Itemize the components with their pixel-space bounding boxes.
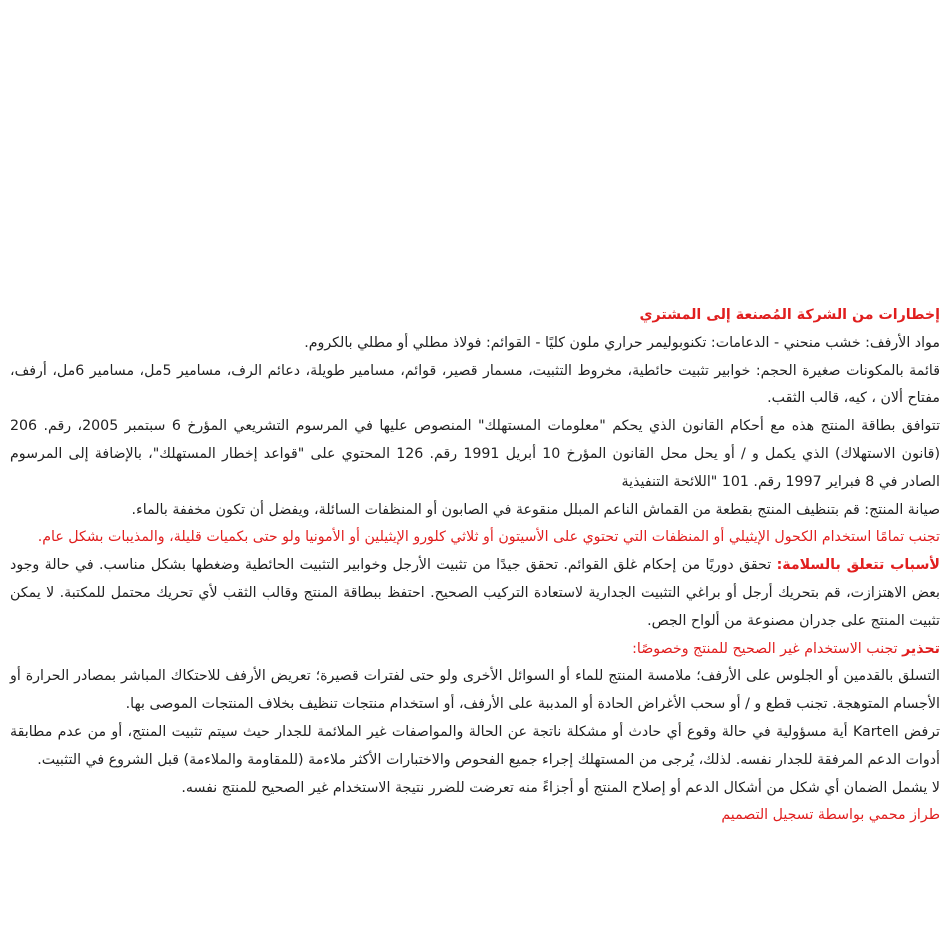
liability-paragraph: ترفض Kartell أية مسؤولية في حالة وقوع أي حادث أو مشكلة ناتجة عن الحالة والمواصفات غير الملائمة للجدار حيث سيتم تثبيت المنتج، أو من عدم مطابقة أدوات الدعم المرفقة للجدار نفسه. لذلك، يُرجى من المستهلك إجراء جميع الفحوص والاختبارات الأكثر ملاءمة (للمقاومة والملاءمة) قبل الشروع في التثبيت. — [10, 723, 940, 768]
solvent-warning-paragraph: تجنب تمامًا استخدام الكحول الإيثيلي أو المنظفات التي تحتوي على الأسيتون أو ثلاثي كلورو الإيثيلين أو الأمونيا ولو حتى بكميات قليلة، والمذيبات بشكل عام. — [37, 529, 940, 546]
misuse-label: تحذير — [902, 640, 940, 657]
compliance-paragraph: تتوافق بطاقة المنتج هذه مع أحكام القانون الذي يحكم "معلومات المستهلك" المنصوص عليها في المرسوم التشريعي المؤرخ 6 سبتمبر 2005، رقم. 206 (قانون الاستهلاك) الذي يكمل و / أو يحل محل القانون المؤرخ 10 أبريل 1991 رقم. 126 المحتوي على "قواعد إخطار المستهلك"، بالإضافة إلى المرسوم الصادر في 8 فبراير 1997 رقم. 101 "اللائحة التنفيذية — [10, 418, 941, 490]
warranty-paragraph: لا يشمل الضمان أي شكل من أشكال الدعم أو إصلاح المنتج أو أجزاءً منه تعرضت للضرر نتيجة الاستخدام غير الصحيح للمنتج نفسه. — [181, 779, 940, 796]
maintenance-paragraph: صيانة المنتج: قم بتنظيف المنتج بقطعة من القماش الناعم المبلل منقوعة في الصابون أو المنظفات السائلة، ويفضل أن تكون مخففة بالماء. — [131, 501, 940, 518]
small-parts-paragraph: قائمة بالمكونات صغيرة الحجم: خوابير تثبيت حائطية، مخروط التثبيت، مسمار قصير، قوائم، مسامير طويلة، دعائم الرف، مسامير 5مل، مسامير 6مل، أرفف، مفتاح ألان ، كيه، قالب الثقب. — [10, 362, 940, 407]
document-heading: إخطارات من الشركة المُصنعة إلى المشتري — [639, 307, 940, 323]
misuse-paragraph — [10, 636, 940, 664]
design-note: طراز محمي بواسطة تسجيل التصميم — [721, 807, 940, 824]
safety-label: لأسباب تتعلق بالسلامة: — [776, 557, 940, 574]
materials-paragraph: مواد الأرفف: خشب منحني - الدعامات: تكنوبوليمر حراري ملون كليًا - القوائم: فولاذ مطلي أو مطلي بالكروم. — [304, 334, 940, 351]
misuse-text: تجنب الاستخدام غير الصحيح للمنتج وخصوصًا: — [632, 640, 903, 657]
safety-text: تحقق دوريًا من إحكام غلق القوائم. تحقق جيدًا من تثبيت الأرجل وخوابير التثبيت الحائطية وضغطها بشكل مناسب. في حالة وجود بعض الاهتزازت، قم بتحريك أرجل أو براغي التثبيت الجدارية لاستعادة التركيب الصحيح. احتفظ ببطاقة المنتج وقالب الثقب لأي تحريك محتمل للمكتبة. لا يمكن تثبيت المنتج على جدران مصنوعة من ألواح الجص. — [10, 557, 940, 629]
safety-paragraph — [10, 552, 940, 635]
misuse-list-paragraph: التسلق بالقدمين أو الجلوس على الأرفف؛ ملامسة المنتج للماء أو السوائل الأخرى ولو حتى لفترات قصيرة؛ تعريض الأرفف للاحتكاك المباشر بمصادر الحرارة أو الأجسام المتوهجة. تجنب قطع و / أو سحب الأغراض الحادة أو المدببة على الأرفف، أو استخدام منتجات تنظيف بخلاف المنتجات الموصى بها. — [10, 668, 940, 713]
notice-document — [10, 302, 940, 830]
